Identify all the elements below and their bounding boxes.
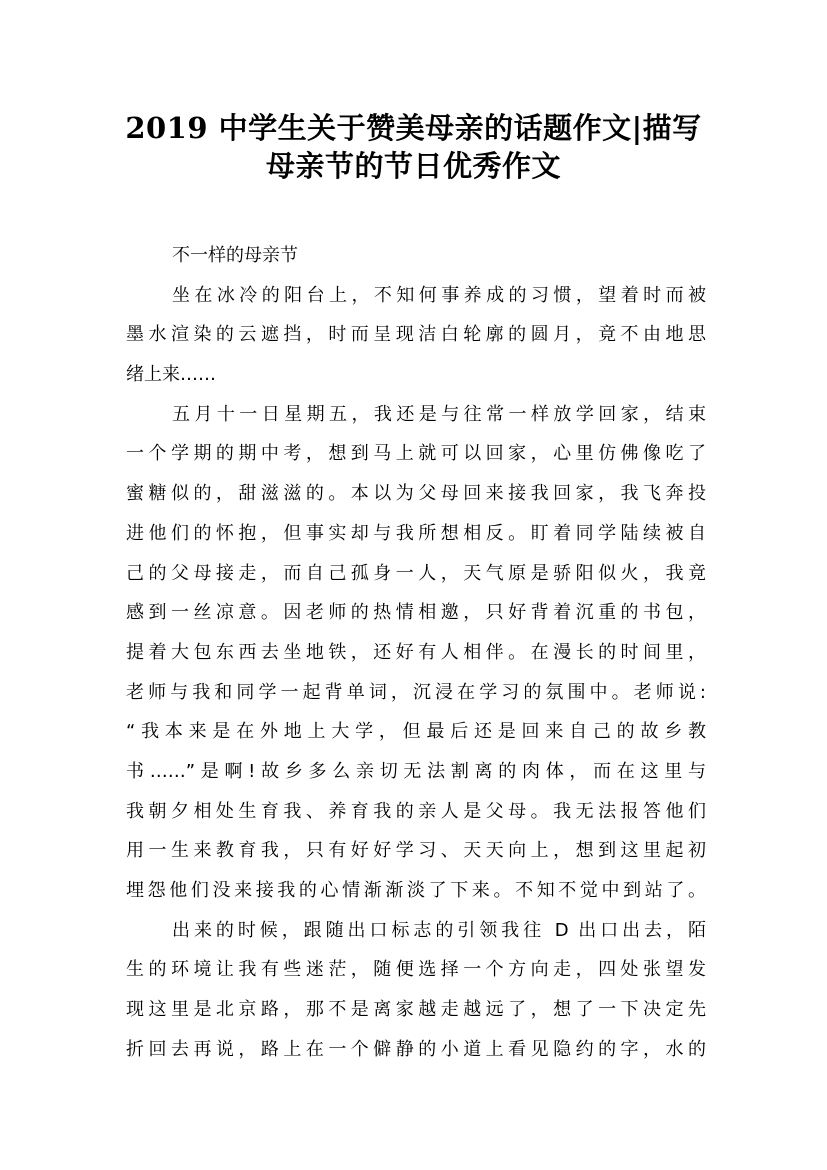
body-line: 我朝夕相处生育我、养育我的亲人是父母。我无法报答他们	[126, 800, 706, 822]
document-title-line-1: 2019 中学生关于赞美母亲的话题作文|描写	[125, 111, 702, 145]
body-line: 墨水渲染的云遮挡，时而呈现洁白轮廓的圆月，竟不由地思	[126, 324, 706, 346]
body-line: 一个学期的期中考，想到马上就可以回家，心里仿佛像吃了	[126, 443, 706, 465]
body-line: 提着大包东西去坐地铁，还好有人相伴。在漫长的时间里，	[126, 641, 706, 663]
body-line: 己的父母接走，而自己孤身一人，天气原是骄阳似火，我竟	[126, 562, 706, 584]
body-line: 现这里是北京路，那不是离家越走越远了，想了一下决定先	[126, 999, 706, 1021]
body-line: 埋怨他们没来接我的心情渐渐淡了下来。不知不觉中到站了。	[126, 880, 706, 901]
document-body	[126, 236, 706, 1069]
body-line: 折回去再说，路上在一个僻静的小道上看见隐约的字，水的	[126, 1038, 706, 1060]
body-line: 五月十一日星期五，我还是与往常一样放学回家，结束	[172, 403, 706, 425]
body-line: 蜜糖似的，甜滋滋的。本以为父母回来接我回家，我飞奔投	[126, 483, 706, 505]
body-line: 老师与我和同学一起背单词，沉浸在学习的氛围中。老师说:	[126, 681, 706, 703]
body-line: 感到一丝凉意。因老师的热情相邀，只好背着沉重的书包，	[126, 602, 706, 624]
body-line: “我本来是在外地上大学，但最后还是回来自己的故乡教	[126, 721, 706, 743]
body-line: 绪上来……	[126, 364, 216, 386]
body-line: 用一生来教育我，只有好好学习、天天向上，想到这里起初	[126, 840, 706, 862]
body-line: 坐在冰冷的阳台上，不知何事养成的习惯，望着时而被	[172, 284, 706, 306]
body-line: 书……”是啊!故乡多么亲切无法割离的肉体，而在这里与	[126, 760, 706, 782]
document-title-line-2: 母亲节的节日优秀作文	[265, 149, 561, 183]
body-line: 出来的时候，跟随出口标志的引领我往 D 出口出去，陌	[172, 919, 706, 941]
body-line: 生的环境让我有些迷茫，随便选择一个方向走，四处张望发	[126, 959, 706, 981]
body-line: 进他们的怀抱，但事实却与我所想相反。盯着同学陆续被自	[126, 522, 706, 544]
section-heading: 不一样的母亲节	[172, 245, 298, 266]
